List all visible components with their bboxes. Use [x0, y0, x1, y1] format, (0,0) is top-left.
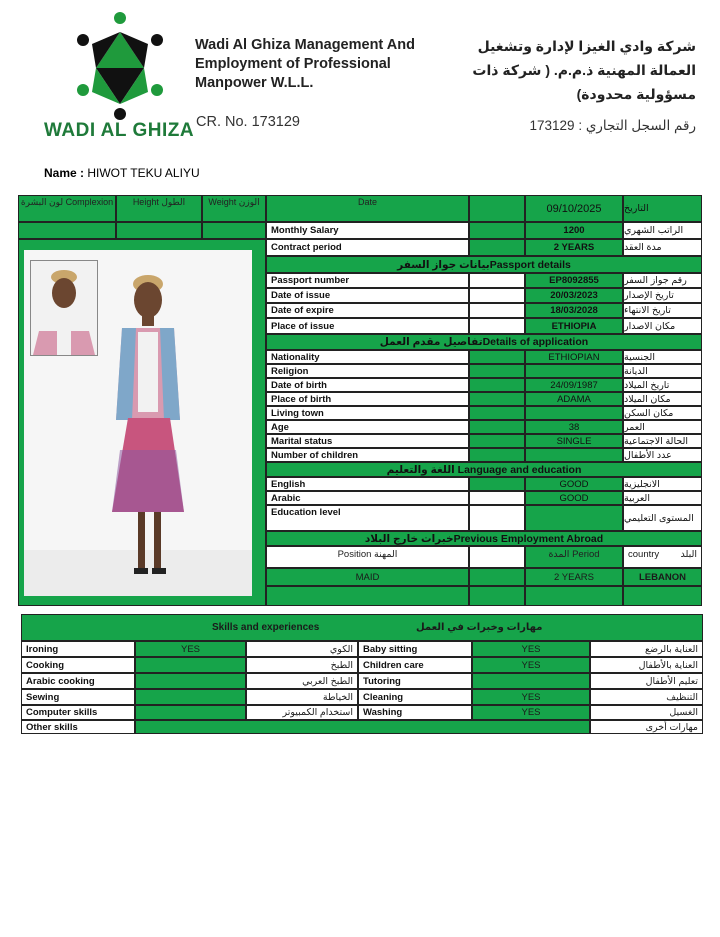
- skill-computer-value: [135, 705, 246, 720]
- skill-sewing: Sewing: [21, 689, 135, 705]
- religion-label: Religion: [266, 364, 469, 378]
- skill-cleaning-value: YES: [472, 689, 590, 705]
- education-value: [525, 505, 623, 531]
- salary-value: 1200: [525, 222, 623, 239]
- skill-ironing-ar: الكوي: [246, 641, 358, 657]
- place-of-issue-ar: مكان الاصدار: [623, 318, 702, 334]
- skill-children-care-ar: العناية بالأطفال: [590, 657, 703, 673]
- age-label: Age: [266, 420, 469, 434]
- skill-sewing-value: [135, 689, 246, 705]
- employment-spacer: [469, 568, 525, 586]
- height-value: [116, 222, 202, 239]
- passport-spacer: [469, 318, 525, 334]
- pob-label: Place of birth: [266, 392, 469, 406]
- company-name-ar: شركة وادي الغيزا لإدارة وتشغيل العمالة المهنية ذ.م.م. ( شركة ذات مسؤولية محدودة): [472, 38, 696, 102]
- language-spacer: [469, 505, 525, 531]
- employment-section-title: خبرات خارج البلادPrevious Employment Abroad: [266, 531, 702, 546]
- passport-spacer: [469, 303, 525, 318]
- skill-arabic-cooking-ar: الطبخ العربي: [246, 673, 358, 689]
- passport-section-title: بيانات جواز السفرPassport details: [266, 256, 702, 273]
- skill-washing: Washing: [358, 705, 472, 720]
- pob-ar: مكان الميلاد: [623, 392, 702, 406]
- passport-number-label: Passport number: [266, 273, 469, 288]
- skill-children-care: Children care: [358, 657, 472, 673]
- skill-sewing-ar: الخياطة: [246, 689, 358, 705]
- position-value: MAID: [266, 568, 469, 586]
- employment-spacer: [469, 546, 525, 568]
- place-of-issue-value: ETHIOPIA: [525, 318, 623, 334]
- skill-other-value: [135, 720, 590, 734]
- arabic-label: Arabic: [266, 491, 469, 505]
- age-value: 38: [525, 420, 623, 434]
- skill-ironing-value: YES: [135, 641, 246, 657]
- application-spacer: [469, 350, 525, 364]
- education-ar: المستوى التعليمي: [623, 505, 702, 531]
- skill-cooking: Cooking: [21, 657, 135, 673]
- employment-empty: [623, 586, 702, 606]
- skill-computer-ar: استخدام الكمبيوتر: [246, 705, 358, 720]
- country-header: [623, 546, 702, 568]
- skill-cooking-ar: الطبخ: [246, 657, 358, 673]
- weight-label: Weight الوزن: [202, 195, 266, 222]
- employment-empty: [266, 586, 469, 606]
- salary-ar: الراتب الشهري: [623, 222, 702, 239]
- contract-label: Contract period: [266, 239, 469, 256]
- passport-number-value: EP8092855: [525, 273, 623, 288]
- marital-status-value: SINGLE: [525, 434, 623, 448]
- application-spacer: [469, 434, 525, 448]
- application-spacer: [469, 364, 525, 378]
- skill-tutoring: Tutoring: [358, 673, 472, 689]
- salary-spacer: [469, 222, 525, 239]
- skill-cleaning-ar: التنظيف: [590, 689, 703, 705]
- date-ar: التاريخ: [623, 195, 702, 222]
- skill-computer: Computer skills: [21, 705, 135, 720]
- passport-number-ar: رقم جواز السفر: [623, 273, 702, 288]
- marital-status-label: Marital status: [266, 434, 469, 448]
- date-of-issue-label: Date of issue: [266, 288, 469, 303]
- application-section-title: تفاصيل مقدم العملDetails of application: [266, 334, 702, 350]
- country-label-ar: البلد: [680, 549, 697, 560]
- height-label: Height الطول: [116, 195, 202, 222]
- children-label: Number of children: [266, 448, 469, 462]
- complexion-value: [18, 222, 116, 239]
- living-town-label: Living town: [266, 406, 469, 420]
- skill-baby-sitting: Baby sitting: [358, 641, 472, 657]
- skills-title-en: Skills and experiences: [212, 622, 320, 633]
- contract-spacer: [469, 239, 525, 256]
- children-value: [525, 448, 623, 462]
- cr-number-ar: رقم السجل التجاري : 173129: [529, 118, 696, 133]
- application-spacer: [469, 420, 525, 434]
- english-label: English: [266, 477, 469, 491]
- application-spacer: [469, 406, 525, 420]
- education-label: Education level: [266, 505, 469, 531]
- arabic-value: GOOD: [525, 491, 623, 505]
- date-of-expire-label: Date of expire: [266, 303, 469, 318]
- logo-text: WADI AL GHIZA: [44, 120, 195, 141]
- date-spacer: [469, 195, 525, 222]
- skill-arabic-cooking-value: [135, 673, 246, 689]
- place-of-issue-label: Place of issue: [266, 318, 469, 334]
- date-label: Date: [266, 195, 469, 222]
- nationality-ar: الجنسية: [623, 350, 702, 364]
- skill-cooking-value: [135, 657, 246, 673]
- living-town-value: [525, 406, 623, 420]
- date-value: 09/10/2025: [525, 195, 623, 222]
- skill-washing-value: YES: [472, 705, 590, 720]
- religion-value: [525, 364, 623, 378]
- children-ar: عدد الأطفال: [623, 448, 702, 462]
- skill-other: Other skills: [21, 720, 135, 734]
- cr-number-en: CR. No. 173129: [196, 114, 300, 130]
- employment-empty: [469, 586, 525, 606]
- english-value: GOOD: [525, 477, 623, 491]
- language-section-title: اللغة والتعليم Language and education: [266, 462, 702, 477]
- dob-label: Date of birth: [266, 378, 469, 392]
- nationality-label: Nationality: [266, 350, 469, 364]
- skill-washing-ar: الغسيل: [590, 705, 703, 720]
- salary-label: Monthly Salary: [266, 222, 469, 239]
- period-header: المدة Period: [525, 546, 623, 568]
- english-ar: الانجليزية: [623, 477, 702, 491]
- application-spacer: [469, 448, 525, 462]
- employment-empty: [525, 586, 623, 606]
- country-value: LEBANON: [623, 568, 702, 586]
- skill-baby-sitting-value: YES: [472, 641, 590, 657]
- language-spacer: [469, 477, 525, 491]
- period-value: 2 YEARS: [525, 568, 623, 586]
- arabic-ar: العربية: [623, 491, 702, 505]
- position-header: Position المهنة: [266, 546, 469, 568]
- religion-ar: الديانة: [623, 364, 702, 378]
- skill-children-care-value: YES: [472, 657, 590, 673]
- complexion-label: لون البشرة Complexion: [18, 195, 116, 222]
- date-of-expire-ar: تاريخ الانتهاء: [623, 303, 702, 318]
- language-spacer: [469, 491, 525, 505]
- country-label: country: [628, 549, 660, 560]
- applicant-name: Name : HIWOT TEKU ALIYU: [44, 166, 200, 180]
- skills-title-ar: مهارات وخبرات في العمل: [416, 622, 543, 633]
- skills-title-row: [21, 614, 703, 641]
- dob-value: 24/09/1987: [525, 378, 623, 392]
- applicant-thumbnail: [30, 260, 98, 356]
- skill-baby-sitting-ar: العناية بالرضع: [590, 641, 703, 657]
- weight-value: [202, 222, 266, 239]
- contract-value: 2 YEARS: [525, 239, 623, 256]
- company-name-en: Wadi Al Ghiza Management And Employment of Professional Manpower W.L.L.: [195, 37, 415, 91]
- skill-arabic-cooking: Arabic cooking: [21, 673, 135, 689]
- pob-value: ADAMA: [525, 392, 623, 406]
- skill-other-ar: مهارات أخرى: [590, 720, 703, 734]
- contract-ar: مدة العقد: [623, 239, 702, 256]
- nationality-value: ETHIOPIAN: [525, 350, 623, 364]
- date-of-issue-value: 20/03/2023: [525, 288, 623, 303]
- passport-spacer: [469, 288, 525, 303]
- skill-tutoring-ar: تعليم الأطفال: [590, 673, 703, 689]
- skill-cleaning: Cleaning: [358, 689, 472, 705]
- date-of-issue-ar: تاريخ الإصدار: [623, 288, 702, 303]
- skill-ironing: Ironing: [21, 641, 135, 657]
- passport-spacer: [469, 273, 525, 288]
- living-town-ar: مكان السكن: [623, 406, 702, 420]
- marital-status-ar: الحالة الاجتماعية: [623, 434, 702, 448]
- date-of-expire-value: 18/03/2028: [525, 303, 623, 318]
- skill-tutoring-value: [472, 673, 590, 689]
- age-ar: العمر: [623, 420, 702, 434]
- application-spacer: [469, 378, 525, 392]
- application-spacer: [469, 392, 525, 406]
- dob-ar: تاريخ الميلاد: [623, 378, 702, 392]
